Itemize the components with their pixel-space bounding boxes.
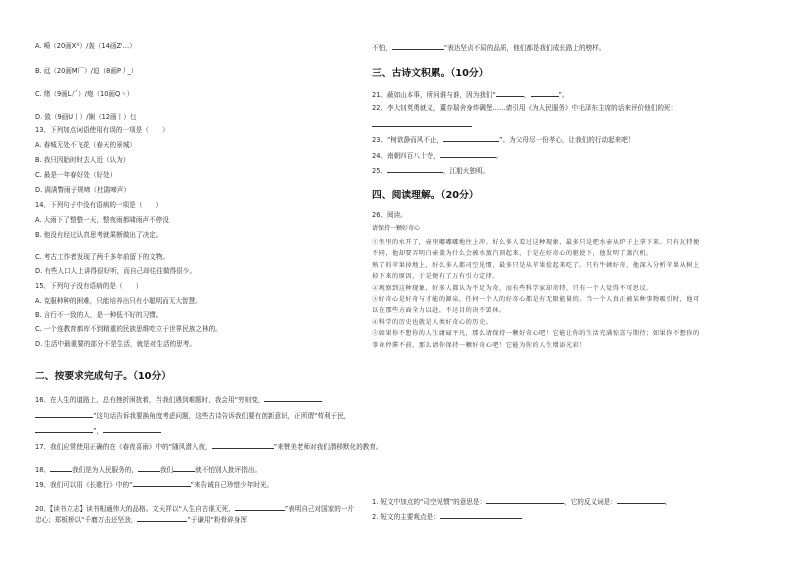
fill-question: 1. 短文中加点的“司空见惯”的意思是： ，它的反义词是： 。	[372, 498, 672, 506]
answer-blank[interactable]	[138, 464, 160, 472]
passage-paragraph: ⑤如果你不想你的人生庸碌平凡，那么请保持一颗好奇心吧！它能让你的生活充满惊喜与期待；如果你不想你的事业停滞不前，那么请你保持一颗好奇心吧！它能为你的人生增添光彩！	[372, 330, 700, 349]
answer-blank[interactable]	[440, 150, 496, 158]
option-line: B. 我只因胎时时去人近（认为）	[35, 156, 130, 164]
passage-paragraph: 熟了的苹果掉地上，好么多人都司空见惯，最多只是从苹果捡起来吃了。只有牛顿好奇，他深入分析苹果从树上掉下来的原因，于是便有了万有引力定律。	[372, 261, 700, 281]
passage-paragraph: ②观察到这种现象，好多人都认为不足为奇，而有些科学家却奇特、只有一个人觉得不可思议。	[372, 284, 653, 292]
answer-blank[interactable]	[35, 425, 93, 433]
answer-blank[interactable]	[173, 464, 195, 472]
answer-blank[interactable]	[496, 89, 524, 97]
section-title: 四、阅读理解。（20分）	[372, 190, 479, 201]
fill-question: 16、在人生的道路上，总有挫折困扰着，当我们遇到难题时，我会用“穷则变，	[35, 394, 322, 405]
answer-blank[interactable]	[264, 394, 322, 402]
reading-passage	[372, 237, 700, 491]
fill-question: 20、【读书立志】读书相通伟大的品格。文天祥以“人生自古谁无死， ”表明自己对国家的一片忠心；郑板桥以“千磨万击还坚劲， ”于谦用“粉骨碎身浑	[35, 505, 355, 524]
option-line: C. 考古工作者发现了两千多年前留下的文物。	[35, 253, 170, 261]
answer-blank[interactable]	[235, 503, 285, 511]
option-line: B. 他没有经过认真思考就果断做出了决定。	[35, 231, 163, 239]
answer-blank[interactable]	[440, 511, 522, 519]
option-line: D. 敛（9画U丨）/娴（12画⼁）乜	[35, 113, 137, 121]
question-line: 14、下列句子中没有语病的一项是（ ）	[35, 201, 163, 209]
answer-blank[interactable]	[617, 496, 665, 504]
option-line: A. 大雨下了整整一天，整夜雨都啸雨声不停没	[35, 216, 169, 224]
answer-blank[interactable]	[103, 425, 161, 433]
answer-blank[interactable]	[137, 514, 187, 522]
option-line: A. 克服种种的困难，只能培养出只有小聪明而无大智慧。	[35, 297, 202, 305]
fill-question: 不怕， ”表达坚贞不屈的品质，他们都是我们成长路上的榜样。	[372, 44, 606, 52]
fill-question: ”，	[35, 425, 161, 436]
fill-question: ”这句话告诉我要换角度考虑问题，这些古诗告诉我们要有创新意识，正所谓“苟利于民，	[35, 410, 350, 421]
answer-blank[interactable]	[35, 410, 93, 418]
option-line: C. 绪（9画L⺁）/炮（10画Q⼂）	[35, 90, 134, 98]
fill-question: 25、 ，江船火独明。	[372, 167, 490, 175]
answer-blank[interactable]	[486, 496, 564, 504]
option-line: A. 嗬（20画X⁾⁾）/轰（14画Z⁽…）	[35, 42, 136, 50]
answer-blank[interactable]	[50, 464, 72, 472]
option-line: C. 最是一年春好处（好处）	[35, 171, 117, 179]
fill-question: 23、“树欲静而风不止， ”。为父母尽一份孝心，让我们的行动起来吧！	[372, 136, 635, 144]
answer-blank[interactable]	[387, 165, 443, 173]
fill-question: 21、蔽如山本事，所问谁与谁，因为我们“ ， ”。	[372, 91, 569, 99]
question-line: 15、下列句子没有语病的是（ ）	[35, 282, 143, 290]
answer-blank[interactable]	[392, 42, 444, 50]
passage-paragraph: ④科学的历史也就是人类好奇心的历史。	[372, 318, 493, 326]
fill-question: 18、 我们是为人民服务的， 我们 就不怕别人批评指出。	[35, 466, 262, 474]
answer-blank[interactable]	[372, 119, 472, 127]
answer-blank[interactable]	[133, 479, 191, 487]
passage-paragraph: ①坐里的水开了，壶里嘟嘟嘟地往上冲。好么多人看过这种现象，最多只是把水壶从炉子上拿下来。只有瓦特便不同，他却要弄明白壶盖为什么会被水蒸汽顶起来，于是在好奇心的驱使下，他发明了蒸汽机。	[372, 239, 700, 258]
question-line: 13、下列加点词语使用有误的一项是（ ）	[35, 126, 169, 134]
option-line: B. 㒬（20画M厂）/迫（8画P丿_）	[35, 67, 138, 75]
answer-blank[interactable]	[443, 134, 499, 142]
fill-question: 2. 短文的主要观点是：	[372, 511, 522, 522]
fill-question	[372, 119, 472, 130]
answer-blank[interactable]	[531, 89, 559, 97]
fill-question: 24、南朝四百八十寺， 。	[372, 152, 503, 160]
option-line: B. 言行不一致的人，是一种低不好的习惯。	[35, 311, 163, 319]
option-line: A. 春城无处不飞花（春天的景城）	[35, 141, 136, 149]
passage-paragraph: ③好奇心是好奇与才能的源泉，任何一个人的好奇心都是有无限能量的。当一个人真正被某种事物吸引时，他可以在那些方面全力以赴，不达目的决不罢休。	[372, 296, 700, 315]
fill-question: 19、我们可以用《长歌行》中的“ ”来告诫自己珍惜少年时光。	[35, 481, 274, 489]
passage-title: 请保持一颗好奇心	[372, 225, 421, 232]
fill-question: 17、我们应常使用正确的在《春夜喜雨》中的“随风潜入夜， ”来赞美老师对我们潜移默化的教育。	[35, 443, 383, 451]
option-line: D. 满满瞥雨子规啼（杜鹃啼声）	[35, 186, 130, 194]
option-line: C. 一个连教育都库不到精重的民族思维吃立于世界民族之林的。	[35, 325, 222, 333]
question-line: 22、李大钊英勇就义，董存瑞舍身炸碉堡……请引用《为人民服务》中毛泽东主席的话来评价他们的死：	[372, 104, 678, 112]
question-line: 26、阅读。	[372, 211, 407, 219]
option-line: D. 有些人口人上讲得很好听，而自己却往往做得很少。	[35, 267, 196, 275]
option-line: D. 生活中最重要的部分不是生活，就是对生活的思考。	[35, 340, 196, 348]
section-title: 二、按要求完成句子。（10分）	[35, 371, 172, 382]
section-title: 三、古诗文积累。（10分）	[372, 68, 489, 79]
answer-blank[interactable]	[212, 441, 274, 449]
